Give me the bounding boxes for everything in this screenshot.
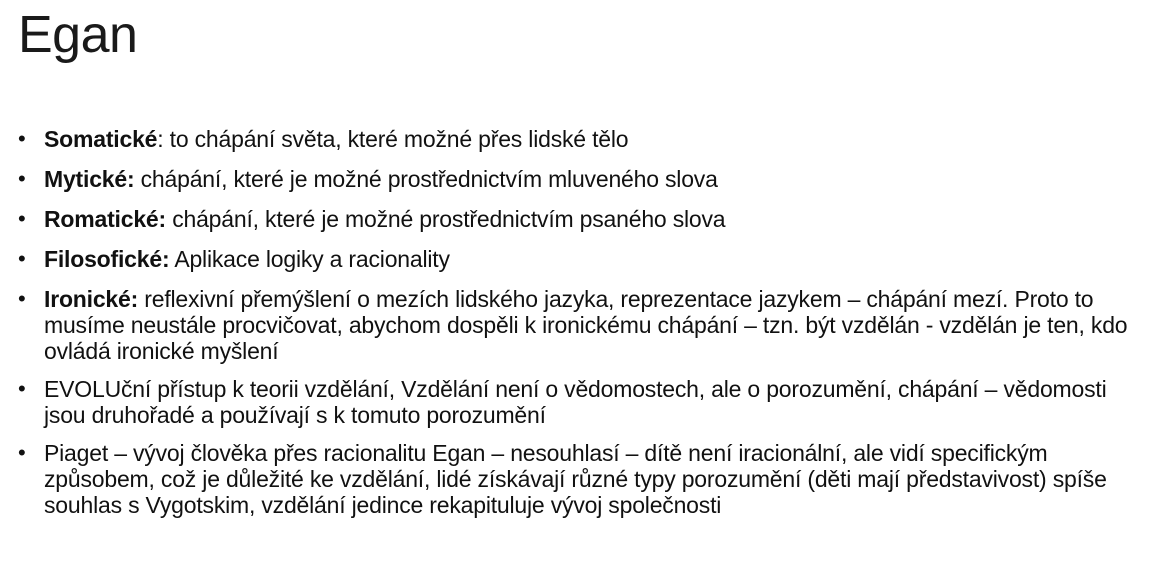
bullet-item-romaticke bbox=[14, 206, 1138, 232]
bullet-dot-icon: • bbox=[18, 440, 26, 465]
bullet-text: reflexivní přemýšlení o mezích lidského jazyka, reprezentace jazykem – chápání mezí. Proto to musíme neustále procvičovat, abychom dospěli k ironickému chápání – tzn. být vzdělán - vzdělán je ten, kdo ovládá ironické myšlení bbox=[44, 286, 1128, 364]
bullet-item-piaget bbox=[14, 440, 1138, 518]
bullet-text: : to chápání světa, které možné přes lidské tělo bbox=[157, 126, 629, 152]
bullet-text: EVOLUční přístup k teorii vzdělání, Vzdělání není o vědomostech, ale o porozumění, chápání – vědomosti jsou druhořadé a používají s k tomuto porozumění bbox=[44, 376, 1107, 428]
bullet-dot-icon: • bbox=[18, 126, 26, 151]
bullet-text: chápání, které je možné prostřednictvím mluveného slova bbox=[134, 166, 718, 192]
bullet-list bbox=[14, 126, 1138, 518]
bullet-dot-icon: • bbox=[18, 206, 26, 231]
bullet-dot-icon: • bbox=[18, 376, 26, 401]
bullet-term: Filosofické: bbox=[44, 246, 170, 272]
bullet-text: Piaget – vývoj člověka přes racionalitu Egan – nesouhlasí – dítě není iracionální, ale vidí specifickým způsobem, což je důležité ke vzdělání, lidé získávají různé typy porozumění (děti mají představivost) spíše souhlas s Vygotskim, vzdělání jedince rekapituluje vývoj společnosti bbox=[44, 440, 1107, 518]
bullet-term: Somatické bbox=[44, 126, 158, 152]
bullet-item-myticke bbox=[14, 166, 1138, 192]
bullet-dot-icon: • bbox=[18, 246, 26, 271]
bullet-dot-icon: • bbox=[18, 286, 26, 311]
bullet-text: chápání, které je možné prostřednictvím psaného slova bbox=[166, 206, 726, 232]
bullet-item-evolucni bbox=[14, 376, 1138, 428]
bullet-term: Ironické: bbox=[44, 286, 139, 312]
bullet-item-filosoficke bbox=[14, 246, 1138, 272]
bullet-term: Romatické: bbox=[44, 206, 166, 232]
bullet-item-ironicke bbox=[14, 286, 1138, 364]
slide-title: Egan bbox=[18, 6, 138, 64]
bullet-text: Aplikace logiky a racionality bbox=[169, 246, 450, 272]
bullet-dot-icon: • bbox=[18, 166, 26, 191]
bullet-term: Mytické: bbox=[44, 166, 135, 192]
bullet-item-somaticke bbox=[14, 126, 1138, 152]
